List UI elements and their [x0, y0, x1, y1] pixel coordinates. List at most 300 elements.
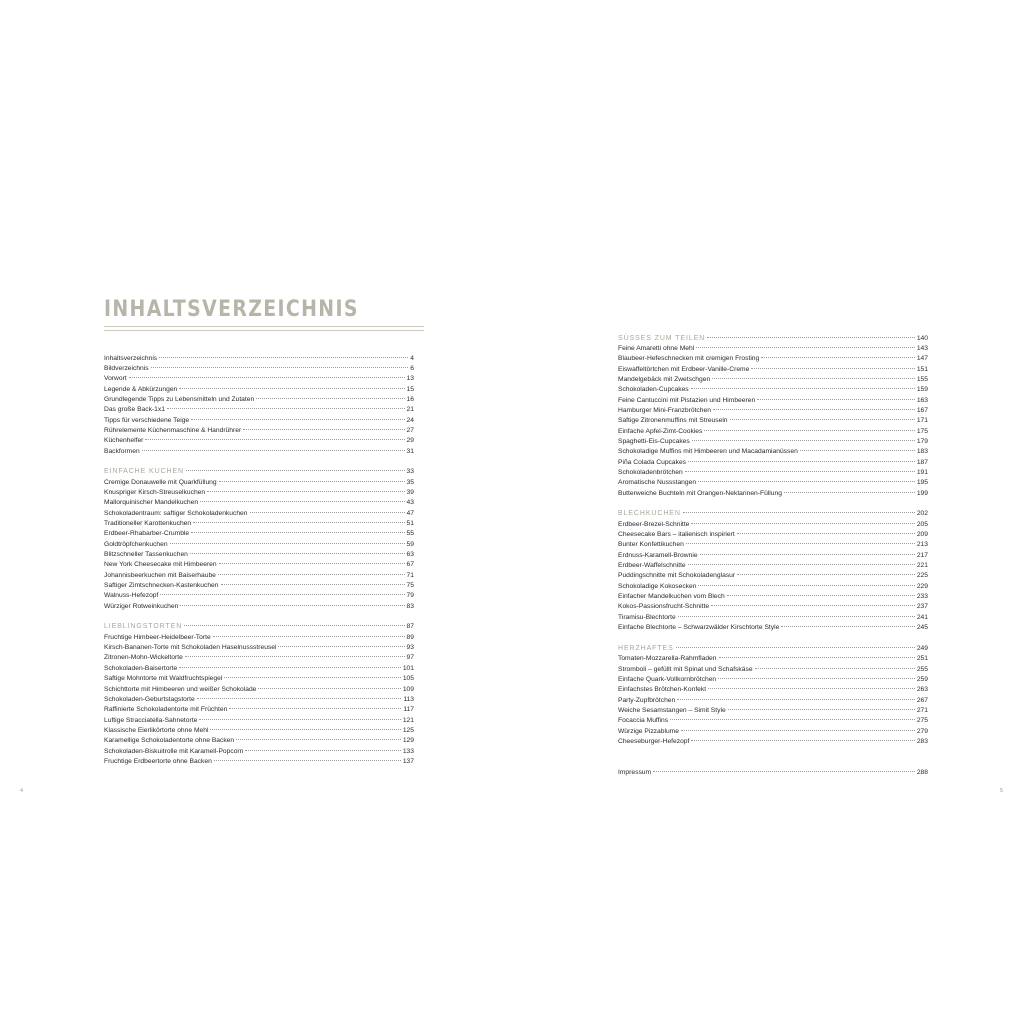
- toc-entry: [618, 716, 928, 726]
- toc-entry-page-number: 283: [916, 737, 928, 745]
- toc-entry-label: Mallorquinischer Mandelkuchen: [104, 499, 199, 507]
- toc-entry-page-number: 121: [402, 716, 414, 724]
- toc-entry-label: Erdnuss-Karamell-Brownie: [618, 551, 698, 559]
- toc-entry: [618, 406, 928, 416]
- toc-entry-label: Rührelemente Küchenmaschine & Handrührer: [104, 426, 242, 434]
- toc-entry-label: BLECHKUCHEN: [618, 510, 681, 518]
- section-spacer: [618, 499, 928, 509]
- dot-leader: [712, 378, 915, 379]
- dot-leader: [704, 430, 914, 431]
- toc-entry: [618, 344, 928, 354]
- section-spacer: [618, 633, 928, 643]
- toc-entry-label: Tomaten-Mozzarella-Rahmfladen: [618, 655, 717, 663]
- toc-entry: [104, 436, 414, 446]
- dot-leader: [691, 523, 914, 524]
- toc-entry-label: HERZHAFTES: [618, 644, 674, 652]
- section-spacer: [618, 747, 928, 757]
- toc-entry-label: Feine Cantuccini mit Pistazien und Himbeeren: [618, 396, 756, 404]
- toc-entry-label: Stromboli – gefüllt mit Spinat und Schafskäse: [618, 665, 753, 673]
- toc-entry-label: Blitzschneller Tassenkuchen: [104, 551, 188, 559]
- dot-leader: [160, 594, 404, 595]
- toc-entry-page-number: 275: [916, 717, 928, 725]
- section-spacer: [104, 457, 414, 467]
- toc-entry-page-number: 31: [406, 447, 414, 455]
- toc-entry: [104, 571, 414, 581]
- toc-entry-page-number: 171: [916, 417, 928, 425]
- dot-leader: [728, 709, 915, 710]
- toc-entry: [104, 385, 414, 395]
- dot-leader: [221, 584, 405, 585]
- toc-entry-page-number: 15: [406, 385, 414, 393]
- toc-entry-page-number: 63: [406, 551, 414, 559]
- dot-leader: [683, 512, 915, 513]
- toc-entry-page-number: 237: [916, 603, 928, 611]
- toc-entry-label: Saftiger Zimtschnecken-Kastenkuchen: [104, 582, 219, 590]
- toc-entry: [618, 613, 928, 623]
- toc-entry: [104, 447, 414, 457]
- toc-entry-label: Cheeseburger-Hefezopf: [618, 737, 690, 745]
- toc-entry-page-number: 113: [403, 695, 414, 703]
- dot-leader: [800, 450, 915, 451]
- toc-entry-page-number: 140: [916, 334, 928, 342]
- toc-entry-label: Fruchtige Erdbeertorte ohne Backen: [104, 757, 212, 765]
- toc-entry: [618, 396, 928, 406]
- dot-leader: [185, 656, 405, 657]
- toc-entry: [104, 354, 414, 364]
- toc-section-heading: [618, 509, 928, 519]
- toc-entry-page-number: 47: [406, 509, 414, 517]
- toc-entry-label: Knuspriger Kirsch-Streuselkuchen: [104, 488, 206, 496]
- toc-entry: [104, 550, 414, 560]
- toc-entry-label: Mandelgebäck mit Zwetschgen: [618, 375, 711, 383]
- toc-entry-label: Blaubeer-Hefeschnecken mit cremigen Frosting: [618, 355, 760, 363]
- toc-entry: [618, 675, 928, 685]
- toc-entry-page-number: 27: [406, 426, 414, 434]
- toc-entry: [618, 592, 928, 602]
- dot-leader: [737, 533, 915, 534]
- toc-entry-page-number: 245: [916, 624, 928, 632]
- dot-leader: [224, 677, 401, 678]
- toc-entry: [618, 385, 928, 395]
- toc-entry-label: Party-Zupfbrötchen: [618, 696, 676, 704]
- toc-entry-page-number: 35: [406, 478, 414, 486]
- dot-leader: [243, 429, 404, 430]
- toc-entry: [618, 665, 928, 675]
- toc-entry-label: Einfachstes Brötchen-Konfekt: [618, 686, 707, 694]
- toc-entry: [618, 582, 928, 592]
- toc-entry-label: Schokoladen-Cupcakes: [618, 386, 689, 394]
- toc-entry: [618, 551, 928, 561]
- toc-entry-label: Einfache Apfel-Zimt-Cookies: [618, 427, 703, 435]
- toc-entry-page-number: 151: [916, 365, 928, 373]
- toc-entry-label: Einfacher Mandelkuchen vom Blech: [618, 593, 725, 601]
- dot-leader: [170, 543, 405, 544]
- toc-entry: [104, 747, 414, 757]
- dot-leader: [730, 419, 915, 420]
- toc-entry: [104, 705, 414, 715]
- toc-entry-label: Schokoladige Muffins mit Himbeeren und Macadamianüssen: [618, 448, 798, 456]
- dot-leader: [191, 419, 404, 420]
- toc-entry-label: Aromatische Nussstangen: [618, 479, 697, 487]
- dot-leader: [686, 543, 915, 544]
- dot-leader: [200, 501, 405, 502]
- dot-leader: [218, 574, 405, 575]
- toc-entry: [104, 643, 414, 653]
- toc-entry-label: Legende & Abkürzungen: [104, 385, 178, 393]
- dot-leader: [677, 699, 915, 700]
- toc-entry-label: Schichttorte mit Himbeeren und weißer Schokolade: [104, 685, 257, 693]
- toc-entry-label: Inhaltsverzeichnis: [104, 354, 158, 362]
- toc-entry-label: Küchenhelfer: [104, 437, 144, 445]
- toc-entry-page-number: 71: [406, 571, 414, 579]
- toc-entry-label: Walnuss-Hefezopf: [104, 592, 159, 600]
- toc-entry-page-number: 39: [406, 488, 414, 496]
- toc-entry: [104, 488, 414, 498]
- dot-leader: [653, 771, 915, 772]
- toc-entry-label: Johannisbeerkuchen mit Baiserhaube: [104, 571, 216, 579]
- toc-entry: [104, 602, 414, 612]
- toc-entry-page-number: 167: [916, 406, 928, 414]
- toc-entry-page-number: 205: [916, 520, 928, 528]
- toc-entry: [618, 685, 928, 695]
- page-number-right: 5: [1000, 788, 1004, 794]
- toc-entry: [104, 426, 414, 436]
- toc-entry: [104, 695, 414, 705]
- dot-leader: [159, 357, 408, 358]
- toc-entry: [104, 674, 414, 684]
- toc-entry: [104, 509, 414, 519]
- dot-leader: [142, 450, 405, 451]
- toc-entry-label: Goldtröpfchenkuchen: [104, 540, 168, 548]
- toc-entry-label: Schokoladige Kokosecken: [618, 582, 697, 590]
- toc-entry-label: Weiche Sesamstangen – Simit Style: [618, 706, 726, 714]
- toc-entry-label: Traditioneller Karottenkuchen: [104, 520, 192, 527]
- toc-section-heading: [618, 644, 928, 654]
- toc-entry-page-number: 225: [916, 572, 928, 580]
- dot-leader: [698, 481, 915, 482]
- toc-entry-page-number: 267: [916, 696, 928, 704]
- dot-leader: [179, 667, 401, 668]
- toc-entry: [618, 478, 928, 488]
- toc-entry-page-number: 233: [916, 593, 928, 601]
- toc-entry-page-number: 249: [916, 644, 928, 652]
- dot-leader: [213, 636, 405, 637]
- toc-entry-label: Das große Back-1x1: [104, 406, 165, 414]
- toc-entry: [618, 365, 928, 375]
- toc-entry-label: Klassische Eierlikörtorte ohne Mehl: [104, 726, 209, 734]
- toc-entry-page-number: 137: [402, 757, 414, 765]
- section-spacer: [104, 612, 414, 622]
- toc-right-column: [618, 334, 928, 779]
- toc-entry-page-number: 133: [402, 747, 414, 755]
- dot-leader: [711, 605, 915, 606]
- toc-entry: [618, 416, 928, 426]
- dot-leader: [210, 729, 400, 730]
- dot-leader: [179, 388, 404, 389]
- toc-entry-page-number: 147: [916, 355, 928, 363]
- toc-entry-page-number: 199: [916, 489, 928, 497]
- toc-entry-label: Bildverzeichnis: [104, 364, 149, 372]
- toc-entry: [618, 354, 928, 364]
- toc-entry-label: Zitronen-Mohn-Wickeltorte: [104, 654, 183, 662]
- toc-entry: [104, 560, 414, 570]
- toc-entry: [104, 405, 414, 415]
- toc-entry: [618, 696, 928, 706]
- toc-entry: [104, 478, 414, 488]
- toc-entry: [618, 654, 928, 664]
- toc-entry: [104, 757, 414, 767]
- dot-leader: [256, 398, 404, 399]
- dot-leader: [167, 408, 405, 409]
- dot-leader: [219, 481, 405, 482]
- toc-entry-page-number: 187: [916, 458, 928, 466]
- toc-entry-label: Kokos-Passionsfrucht-Schnitte: [618, 603, 710, 611]
- toc-entry: [618, 571, 928, 581]
- toc-entry-page-number: 59: [406, 540, 414, 548]
- toc-entry-label: Butterweiche Buchteln mit Orangen-Nektarinen-Füllung: [618, 489, 782, 497]
- dot-leader: [676, 647, 915, 648]
- toc-entry: [618, 447, 928, 457]
- toc-entry-page-number: 89: [406, 633, 414, 641]
- toc-entry: [104, 664, 414, 674]
- dot-leader: [180, 605, 404, 606]
- toc-entry-label: Cremige Donauwelle mit Quarkfüllung: [104, 478, 217, 486]
- dot-leader: [191, 532, 404, 533]
- toc-entry-label: Tipps für verschiedene Teige: [104, 416, 190, 424]
- toc-entry-page-number: 93: [406, 644, 414, 652]
- toc-entry-page-number: 51: [406, 520, 414, 527]
- toc-entry-label: Bunter Konfettikuchen: [618, 541, 684, 549]
- toc-entry-page-number: 279: [916, 727, 928, 735]
- dot-leader: [707, 337, 915, 338]
- toc-entry-label: Cheesecake Bars – italienisch inspiriert: [618, 531, 735, 539]
- toc-entry: [104, 581, 414, 591]
- toc-entry-page-number: 29: [406, 437, 414, 445]
- dot-leader: [719, 657, 915, 658]
- toc-entry-page-number: 75: [406, 582, 414, 590]
- dot-leader: [688, 564, 915, 565]
- toc-entry-label: Würzige Pizzablume: [618, 727, 679, 735]
- toc-entry-label: EINFACHE KUCHEN: [104, 468, 185, 476]
- toc-entry-label: Eiswaffeltörtchen mit Erdbeer-Vanille-Creme: [618, 365, 750, 373]
- toc-entry: [618, 623, 928, 633]
- section-spacer: [618, 758, 928, 768]
- toc-entry-page-number: 263: [916, 686, 928, 694]
- dot-leader: [700, 554, 915, 555]
- toc-entry-page-number: 21: [406, 406, 414, 414]
- dot-leader: [698, 585, 914, 586]
- dot-leader: [737, 574, 915, 575]
- toc-entry-page-number: 125: [402, 726, 414, 734]
- toc-entry-page-number: 117: [403, 706, 414, 714]
- toc-entry: [618, 468, 928, 478]
- dot-leader: [197, 698, 402, 699]
- dot-leader: [214, 760, 401, 761]
- toc-entry-label: Fruchtige Himbeer-Heidelbeer-Torte: [104, 633, 211, 641]
- toc-entry-page-number: 83: [406, 602, 414, 610]
- toc-entry-page-number: 109: [402, 685, 414, 693]
- dot-leader: [708, 688, 915, 689]
- toc-entry-page-number: 288: [916, 768, 928, 776]
- dot-leader: [757, 399, 915, 400]
- dot-leader: [755, 668, 915, 669]
- dot-leader: [696, 347, 915, 348]
- toc-entry-label: Schokoladenbrötchen: [618, 468, 683, 476]
- toc-entry-label: Würziger Rotweinkuchen: [104, 602, 179, 610]
- toc-entry: [104, 529, 414, 539]
- toc-entry-page-number: 255: [916, 665, 928, 673]
- toc-entry-label: Saftige Mohntorte mit Waldfruchtspiegel: [104, 675, 223, 683]
- toc-entry-page-number: 155: [916, 375, 928, 383]
- toc-entry: [104, 395, 414, 405]
- toc-entry: [618, 458, 928, 468]
- toc-entry-page-number: 143: [916, 344, 928, 352]
- toc-entry: [618, 520, 928, 530]
- toc-entry: [104, 726, 414, 736]
- toc-entry-label: Karamellige Schokoladentorte ohne Backen: [104, 737, 235, 745]
- toc-entry-label: Raffinierte Schokoladentorte mit Früchten: [104, 706, 228, 714]
- toc-entry-label: Schokoladentraum: saftiger Schokoladenkuchen: [104, 509, 248, 517]
- toc-entry-page-number: 159: [916, 386, 928, 394]
- toc-entry: [104, 653, 414, 663]
- toc-entry: [618, 427, 928, 437]
- dot-leader: [186, 470, 405, 471]
- toc-entry-page-number: 97: [406, 654, 414, 662]
- toc-entry-page-number: 24: [406, 416, 414, 424]
- dot-leader: [207, 491, 404, 492]
- toc-entry-page-number: 202: [916, 510, 928, 518]
- toc-entry-label: Kirsch-Bananen-Torte mit Schokoladen Haselnussstreusel: [104, 644, 277, 652]
- toc-entry-page-number: 16: [406, 395, 414, 403]
- dot-leader: [151, 367, 409, 368]
- dot-leader: [692, 440, 915, 441]
- dot-leader: [761, 357, 915, 358]
- toc-entry-page-number: 251: [916, 655, 928, 663]
- dot-leader: [145, 439, 404, 440]
- toc-entry-label: Hamburger Mini-Franzbrötchen: [618, 406, 711, 414]
- toc-entry: [618, 706, 928, 716]
- toc-entry-page-number: 6: [410, 364, 414, 372]
- dot-leader: [129, 377, 405, 378]
- toc-entry-label: Erdbeer-Brezel-Schnitte: [618, 520, 690, 528]
- dot-leader: [229, 708, 401, 709]
- toc-entry: [618, 727, 928, 737]
- toc-entry-label: Vorwort: [104, 375, 127, 383]
- toc-entry-label: Einfache Blechtorte – Schwarzwälder Kirschtorte Style: [618, 624, 780, 632]
- page-title: INHALTSVERZEICHNIS: [104, 296, 359, 322]
- dot-leader: [219, 563, 405, 564]
- toc-entry-page-number: 175: [916, 427, 928, 435]
- toc-entry-label: Spaghetti-Eis-Cupcakes: [618, 437, 690, 445]
- dot-leader: [670, 719, 915, 720]
- dot-leader: [727, 595, 915, 596]
- toc-entry-label: Luftige Stracciatella-Sahnetorte: [104, 716, 198, 724]
- toc-entry-page-number: 105: [402, 675, 414, 683]
- page-number-left: 4: [20, 788, 24, 794]
- toc-entry-page-number: 271: [916, 706, 928, 714]
- toc-entry-label: LIEBLINGSTORTEN: [104, 623, 183, 631]
- toc-entry-page-number: 241: [916, 613, 928, 621]
- toc-entry: [618, 489, 928, 499]
- toc-entry-page-number: 221: [916, 562, 928, 570]
- toc-entry-label: Saftige Zitronenmuffins mit Streuseln: [618, 417, 728, 425]
- dot-leader: [688, 461, 915, 462]
- dot-leader: [781, 626, 915, 627]
- dot-leader: [193, 522, 404, 523]
- toc-entry: [618, 375, 928, 385]
- toc-entry: [618, 737, 928, 747]
- toc-entry: [618, 437, 928, 447]
- toc-entry-label: SÜSSES ZUM TEILEN: [618, 334, 706, 342]
- toc-entry-page-number: 209: [916, 531, 928, 539]
- toc-entry-page-number: 87: [406, 623, 414, 631]
- toc-entry-label: Backformen: [104, 447, 140, 455]
- dot-leader: [713, 409, 915, 410]
- toc-section-heading: [104, 622, 414, 632]
- toc-entry-page-number: 229: [916, 582, 928, 590]
- toc-entry-label: Puddingschnitte mit Schokoladenglasur: [618, 572, 736, 580]
- dot-leader: [245, 750, 400, 751]
- dot-leader: [236, 739, 401, 740]
- toc-entry-label: Tiramisu-Blechtorte: [618, 613, 676, 621]
- toc-entry-page-number: 33: [406, 468, 414, 476]
- toc-entry: [104, 591, 414, 601]
- toc-entry: [104, 374, 414, 384]
- title-divider: [104, 326, 424, 331]
- toc-entry-page-number: 191: [916, 468, 928, 476]
- toc-entry: [104, 364, 414, 374]
- toc-entry-label: Impressum: [618, 768, 652, 776]
- toc-entry-label: Schokoladen-Geburtstagstorte: [104, 695, 195, 703]
- toc-entry-label: Schokoladen-Baisertorte: [104, 664, 178, 672]
- toc-entry-page-number: 183: [916, 448, 928, 456]
- toc-entry-label: Focaccia Muffins: [618, 717, 669, 725]
- toc-entry-label: Erdbeer-Rhabarber-Crumble: [104, 530, 190, 538]
- toc-entry: [104, 519, 414, 529]
- dot-leader: [250, 512, 405, 513]
- toc-entry-page-number: 129: [402, 737, 414, 745]
- toc-entry-label: Grundlegende Tipps zu Lebensmitteln und Zutaten: [104, 395, 255, 403]
- toc-entry-page-number: 4: [410, 354, 414, 362]
- toc-entry-label: Piña Colada Cupcakes: [618, 458, 687, 466]
- toc-entry-page-number: 101: [402, 664, 414, 672]
- toc-section-heading: [618, 334, 928, 344]
- dot-leader: [751, 368, 915, 369]
- toc-entry-label: Feine Amaretti ohne Mehl: [618, 344, 695, 352]
- toc-entry-page-number: 55: [406, 530, 414, 538]
- toc-entry-page-number: 195: [916, 479, 928, 487]
- dot-leader: [691, 388, 915, 389]
- dot-leader: [681, 730, 915, 731]
- toc-entry: [104, 416, 414, 426]
- dot-leader: [691, 740, 914, 741]
- toc-entry-label: Schokoladen-Biskuitrolle mit Karamell-Popcorn: [104, 747, 244, 755]
- toc-entry: [104, 540, 414, 550]
- dot-leader: [258, 688, 400, 689]
- toc-entry: [104, 633, 414, 643]
- dot-leader: [184, 625, 404, 626]
- dot-leader: [718, 678, 915, 679]
- toc-entry-label: New York Cheesecake mit Himbeeren: [104, 561, 217, 569]
- toc-entry: [104, 685, 414, 695]
- dot-leader: [685, 471, 915, 472]
- toc-entry: [104, 498, 414, 508]
- dot-leader: [678, 616, 915, 617]
- toc-entry-page-number: 79: [406, 592, 414, 600]
- toc-entry-page-number: 179: [916, 437, 928, 445]
- dot-leader: [190, 553, 405, 554]
- toc-left-column: [104, 354, 414, 768]
